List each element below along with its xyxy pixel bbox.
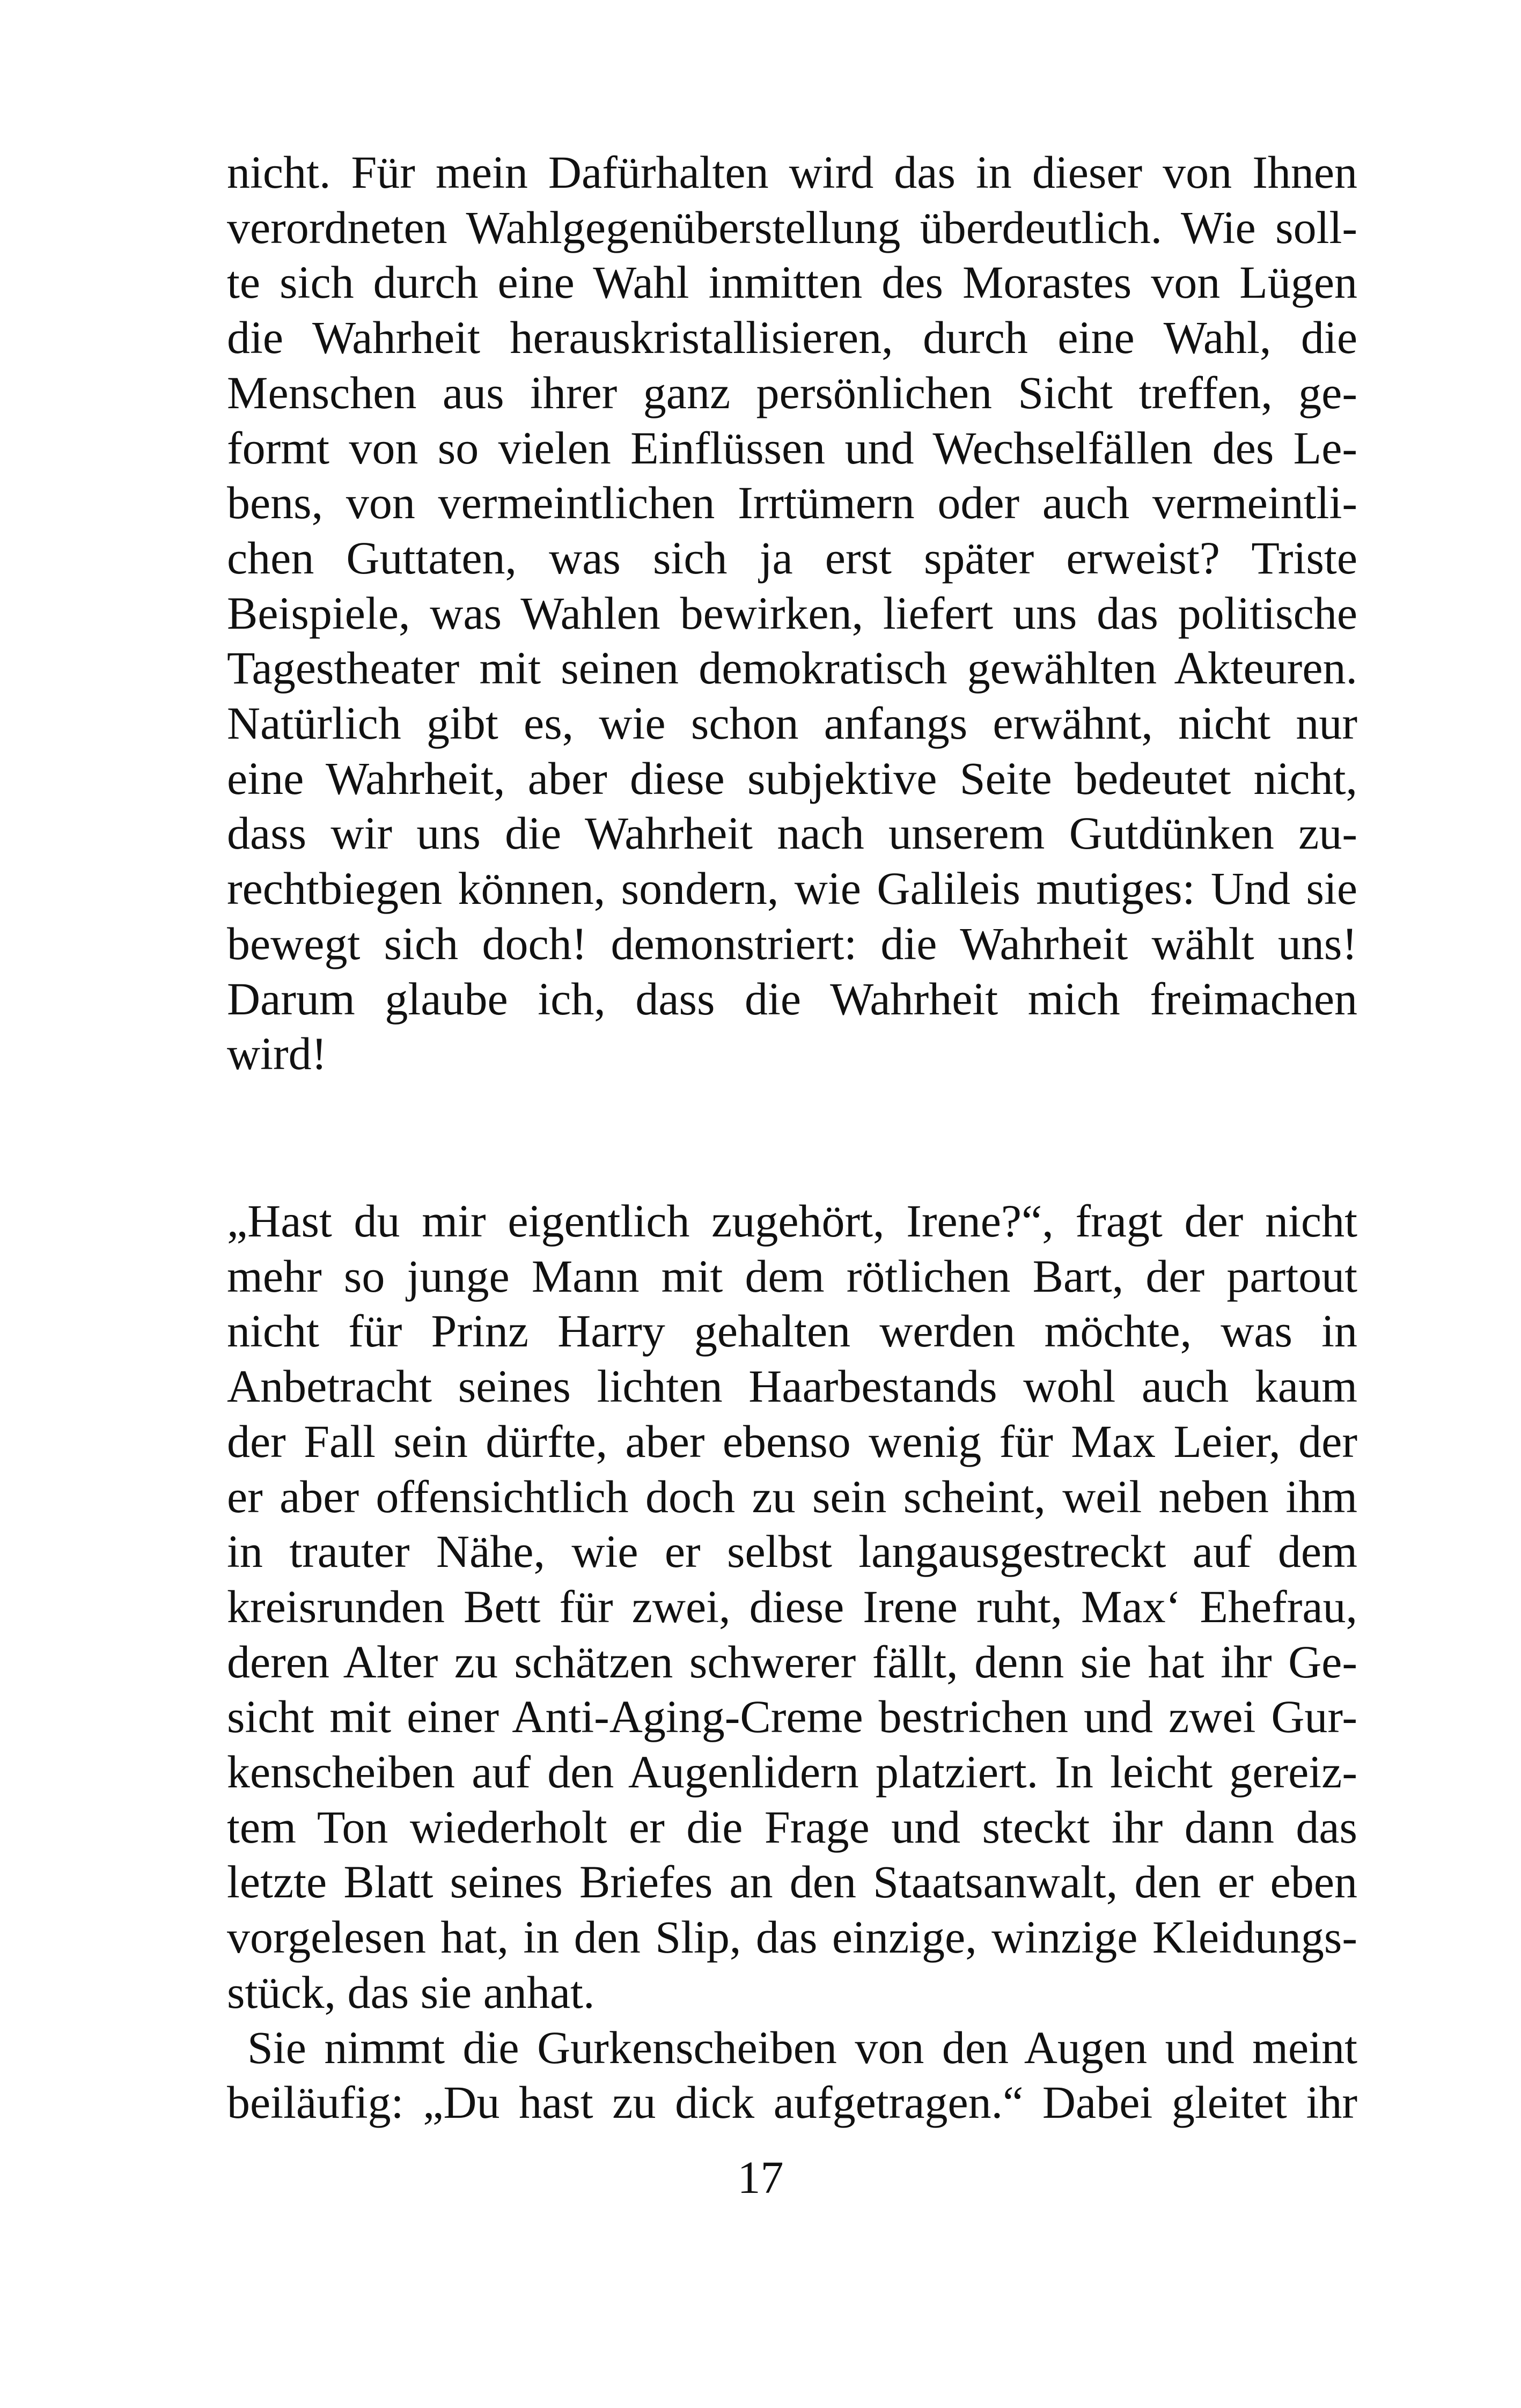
text-line: mehr so junge Mann mit dem rötlichen Bart, der partout	[227, 1250, 1357, 1302]
narrative-section	[227, 1194, 1357, 2130]
text-line: Menschen aus ihrer ganz persönlichen Sicht treffen, ge-	[227, 366, 1357, 418]
text-line: tem Ton wiederholt er die Frage und steckt ihr dann das	[227, 1801, 1357, 1853]
text-line: Anbetracht seines lichten Haarbestands wohl auch kaum	[227, 1360, 1357, 1412]
text-line: Tagestheater mit seinen demokratisch gewählten Akteuren.	[227, 642, 1357, 694]
text-line: kreisrunden Bett für zwei, diese Irene ruht, Max‘ Ehefrau,	[227, 1580, 1357, 1632]
text-line: nicht. Für mein Dafürhalten wird das in dieser von Ihnen	[227, 146, 1357, 198]
text-line: stück, das sie anhat.	[227, 1966, 595, 2018]
text-line: letzte Blatt seines Briefes an den Staatsanwalt, den er eben	[227, 1856, 1357, 1908]
text-line: sicht mit einer Anti-Aging-Creme bestrichen und zwei Gur-	[227, 1691, 1357, 1743]
text-line: er aber offensichtlich doch zu sein scheint, weil neben ihm	[227, 1470, 1357, 1522]
text-line: dass wir uns die Wahrheit nach unserem Gutdünken zu-	[227, 807, 1357, 859]
text-line: vorgelesen hat, in den Slip, das einzige, winzige Kleidungs-	[227, 1911, 1357, 1963]
text-line: te sich durch eine Wahl inmitten des Morastes von Lügen	[227, 256, 1357, 308]
text-line: eine Wahrheit, aber diese subjektive Seite bedeutet nicht,	[227, 752, 1357, 804]
text-line: Darum glaube ich, dass die Wahrheit mich freimachen	[227, 973, 1357, 1025]
text-line: der Fall sein dürfte, aber ebenso wenig für Max Leier, der	[227, 1415, 1357, 1467]
text-line: Beispiele, was Wahlen bewirken, liefert uns das politische	[227, 587, 1357, 639]
text-line: wird!	[227, 1028, 327, 1080]
text-line: die Wahrheit herauskristallisieren, durch eine Wahl, die	[227, 312, 1357, 364]
paragraph-max-and-irene	[227, 1194, 1357, 2020]
page-number: 17	[737, 2152, 784, 2203]
text-line: Natürlich gibt es, wie schon anfangs erwähnt, nicht nur	[227, 697, 1357, 749]
text-line: bewegt sich doch! demonstriert: die Wahrheit wählt uns!	[227, 917, 1357, 969]
text-line: bens, von vermeintlichen Irrtümern oder auch vermeintli-	[227, 477, 1357, 529]
text-line: „Hast du mir eigentlich zugehört, Irene?“, fragt der nicht	[227, 1195, 1357, 1247]
text-line: beiläufig: „Du hast zu dick aufgetragen.“ Dabei gleitet ihr	[227, 2076, 1357, 2129]
text-line: in trauter Nähe, wie er selbst langausgestreckt auf dem	[227, 1526, 1357, 1578]
text-line: nicht für Prinz Harry gehalten werden möchte, was in	[227, 1305, 1357, 1357]
text-line: kenscheiben auf den Augenlidern platziert. In leicht gereiz-	[227, 1746, 1357, 1798]
paragraph-letter-ending	[227, 145, 1357, 1081]
text-line: Sie nimmt die Gurkenscheiben von den Augen und meint	[247, 2021, 1357, 2073]
text-line: verordneten Wahlgegenüberstellung überdeutlich. Wie soll-	[227, 201, 1357, 253]
text-line: chen Guttaten, was sich ja erst später erweist? Triste	[227, 532, 1357, 584]
text-line: rechtbiegen können, sondern, wie Galileis mutiges: Und sie	[227, 863, 1357, 915]
paragraph-irene-reply	[227, 2020, 1357, 2130]
text-line: formt von so vielen Einflüssen und Wechselfällen des Le-	[227, 422, 1357, 474]
text-line: deren Alter zu schätzen schwerer fällt, denn sie hat ihr Ge-	[227, 1636, 1357, 1688]
